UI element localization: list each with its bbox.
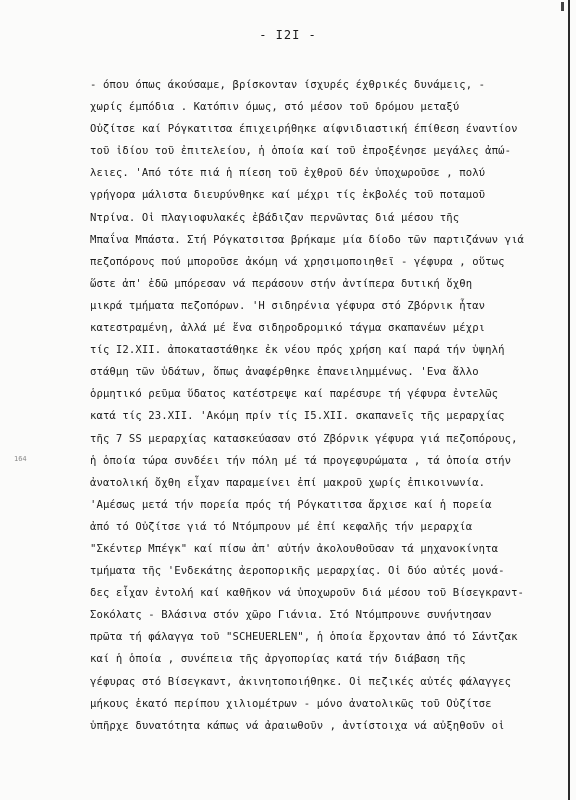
text-line: μήκους ἑκατό περίπου χιλιομέτρων - μόνο ἀνατολικῶς τοῦ Οὐζίτσε bbox=[90, 697, 492, 710]
text-line: ὑπῆρχε δυνατότητα κάπως νά ἀραιωθοῦν , ἀντίστοιχα νά αὐξηθοῦν οἱ bbox=[90, 719, 505, 732]
text-line: ὁρμητικό ρεῦμα ὕδατος κατέστρεψε καί παρέσυρε τή γέφυρα ἐντελῶς bbox=[90, 388, 499, 401]
text-line: πρῶτα τή φάλαγγα τοῦ "SCHEUERLEN", ἡ ὁποία ἔρχονταν ἀπό τό Σάντζακ bbox=[90, 631, 518, 644]
text-line: ἀπό τό Οὐζίτσε γιά τό Ντόμπρουν μέ ἐπί κεφαλῆς τήν μεραρχία bbox=[90, 520, 473, 533]
text-line: "Σκέντερ Μπέγκ" καί πίσω ἀπ' αὐτήν ἀκολουθοῦσαν τά μηχανοκίνητα bbox=[90, 542, 499, 555]
text-line: - όπου όπως άκούσαμε, βρίσκονταν ίσχυρές έχθρικές δυνάμεις, - bbox=[90, 79, 486, 91]
text-line: 'Αμέσως μετά τήν πορεία πρός τή Ρόγκατιτσα ἄρχισε καί ἡ πορεία bbox=[90, 498, 492, 511]
text-line: γέφυρας στό Βίσεγκαντ, ἀκινητοποιήθηκε. Οἱ πεζικές αὐτές φάλαγγες bbox=[90, 675, 512, 688]
text-line: δες εἶχαν ἐντολή καί καθῆκον νά ὑποχωροῦν διά μέσου τοῦ Βίσεγκραντ- bbox=[90, 587, 525, 600]
text-line: Ντρίνα. Οἱ πλαγιοφυλακές ἐβάδιζαν περνῶντας διά μέσου τῆς bbox=[90, 211, 460, 224]
text-line: τοῦ ἰδίου τοῦ ἐπιτελείου, ἡ ὁποία καί τοῦ ἐπροξένησε μεγάλες ἀπώ- bbox=[90, 145, 512, 158]
text-line: τίς I2.XII. ἀποκαταστάθηκε ἐκ νέου πρός χρήση καί παρά τήν ὑψηλή bbox=[90, 344, 505, 357]
text-line: Οὐζίτσε καί Ρόγκατιτσα έπιχειρήθηκε αίφνιδιαστική έπίθεση έναντίον bbox=[90, 123, 518, 136]
text-line: τῆς 7 SS μεραρχίας κατασκεύασαν στό Ζβόρνικ γέφυρα γιά πεζοπόρους, bbox=[90, 432, 518, 445]
text-line: Μπαΐνα Μπάστα. Στή Ρόγκατσιτσα βρήκαμε μία δίοδο τῶν παρτιζάνων γιά bbox=[90, 233, 525, 246]
text-line: καί ἡ ὁποία , συνέπεια τῆς ἀργοπορίας κατά τήν διάβαση τῆς bbox=[90, 653, 466, 666]
text-line: ὥστε ἀπ' ἐδῶ μπόρεσαν νά περάσουν στήν ἀντίπερα δυτική ὄχθη bbox=[90, 277, 473, 290]
text-line: λειες. 'Από τότε πιά ἡ πίεση τοῦ ἐχθροῦ δέν ὑποχωροῦσε , πολύ bbox=[90, 167, 486, 180]
margin-annotation: 164 bbox=[14, 455, 27, 463]
text-line: στάθμη τῶν ὑδάτων, ὅπως ἀναφέρθηκε ἐπανειλημμένως. 'Ενα ἄλλο bbox=[90, 366, 479, 379]
page-edge-line bbox=[568, 0, 570, 800]
text-line: πεζοπόρους πού μποροῦσε ἀκόμη νά χρησιμοποιηθεῖ - γέφυρα , οὕτως bbox=[90, 255, 505, 268]
text-line: μικρά τμήματα πεζοπόρων. 'Η σιδηρένια γέφυρα στό Ζβόρνικ ἦταν bbox=[90, 299, 486, 312]
page-number: - I2I - bbox=[259, 28, 317, 42]
text-line: Σοκόλατς - Βλάσινα στόν χῶρο Γιάνια. Στό Ντόμπρουνε συνήντησαν bbox=[90, 609, 492, 622]
text-line: κατεστραμένη, ἀλλά μέ ἕνα σιδηροδρομικό τάγμα σκαπανέων μέχρι bbox=[90, 322, 486, 335]
text-line: ἀνατολική ὄχθη εἶχαν παραμείνει ἐπί μακροῦ χωρίς ἐπικοινωνία. bbox=[90, 476, 486, 489]
text-line: ἡ ὁποία τώρα συνδέει τήν πόλη μέ τά προγεφυρώματα , τά ὁποία στήν bbox=[90, 454, 512, 467]
text-line: χωρίς έμπόδια . Κατόπιν όμως, στό μέσον τοῦ δρόμου μεταξύ bbox=[90, 101, 460, 114]
text-line: τμήματα τῆς 'Ενδεκάτης ἀεροπορικῆς μεραρχίας. Οἱ δύο αὐτές μονά- bbox=[90, 565, 505, 578]
text-line: κατά τίς 23.XII. 'Ακόμη πρίν τίς I5.XII. σκαπανεῖς τῆς μεραρχίας bbox=[90, 410, 505, 423]
typed-paragraph bbox=[90, 74, 560, 737]
text-line: γρήγορα μάλιστα διευρύνθηκε καί μέχρι τίς ἐκβολές τοῦ ποταμοῦ bbox=[90, 189, 486, 202]
corner-mark bbox=[561, 2, 564, 11]
